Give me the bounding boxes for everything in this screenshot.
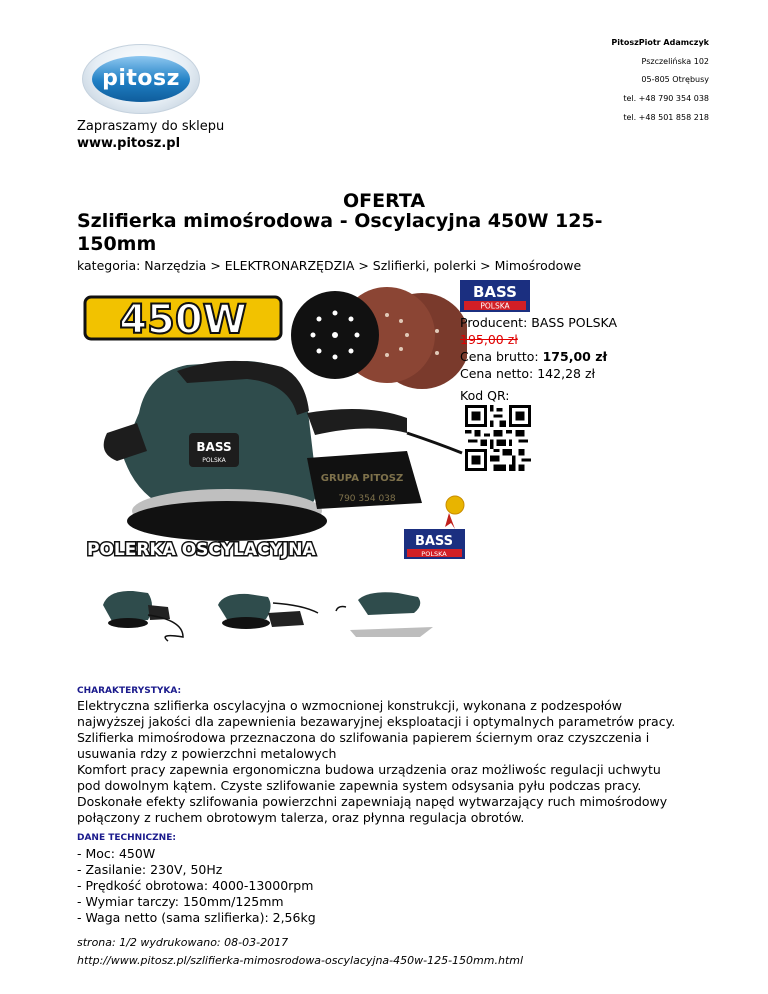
qr-code-icon <box>465 405 531 471</box>
qr-label: Kod QR: <box>460 388 510 403</box>
net-price-value: 142,28 zł <box>537 366 596 381</box>
thumbnail-3[interactable] <box>336 592 433 637</box>
gross-price-label: Cena brutto: <box>460 349 543 364</box>
net-price-line <box>460 365 617 382</box>
characteristics-text <box>77 698 717 826</box>
producer-label: Producent: <box>460 315 532 330</box>
producer-line <box>460 314 617 331</box>
characteristics-label: CHARAKTERYSTYKA: <box>77 686 182 696</box>
brand-logo-bottom: POLSKA <box>480 301 510 311</box>
watermark-name: GRUPA PITOSZ <box>320 473 404 484</box>
power-badge <box>85 297 281 343</box>
characteristics-line: połączony z ruchem obrotowym talerza, oraz płynna regulacja obrotów. <box>77 810 525 825</box>
tool-brand: BASS <box>196 440 232 454</box>
thumbnail-1[interactable] <box>103 591 183 641</box>
list-item: - Moc: 450W <box>77 846 156 861</box>
characteristics-line: Elektryczna szlifierka oscylacyjna o wzmocnionej konstrukcji, wykonana z podzespołów <box>77 698 623 713</box>
product-title: Szlifierka mimośrodowa - Oscylacyjna 450W 125-150mm <box>77 210 603 255</box>
page-footer <box>77 934 523 970</box>
characteristics-line: Doskonałe efekty szlifowania powierzchni zapewniają napęd wytwarzający ruch mimośrodowy <box>77 794 668 809</box>
thumbnail-2[interactable] <box>218 594 318 629</box>
list-item: - Wymiar tarczy: 150mm/125mm <box>77 894 284 909</box>
thumbnail-strip <box>88 575 443 645</box>
net-price-label: Cena netto: <box>460 366 538 381</box>
corner-brand-logo <box>404 529 465 559</box>
power-badge-text: 450W <box>119 297 247 343</box>
company-street: Pszczelińska 102 <box>641 56 709 66</box>
tool-brand-sub: POLSKA <box>202 457 226 464</box>
characteristics-line: najwyższej jakości dla zapewnienia bezawaryjnej eksploatacji i optymalnych parametrów pracy. <box>77 714 676 729</box>
corner-brand: BASS <box>414 534 454 549</box>
offer-heading: OFERTA <box>342 190 426 212</box>
company-city: 05-805 Otrębusy <box>641 75 709 85</box>
producer-value: BASS POLSKA <box>531 315 618 330</box>
welcome-text: Zapraszamy do sklepu <box>77 119 225 134</box>
technical-label: DANE TECHNICZNE: <box>77 833 176 843</box>
company-info <box>611 34 709 128</box>
watermark-phone: 790 354 038 <box>338 494 396 504</box>
company-phone-1: tel. +48 790 354 038 <box>623 94 709 104</box>
sanding-discs <box>291 287 467 389</box>
list-item: - Prędkość obrotowa: 4000-13000rpm <box>77 878 314 893</box>
company-name: PitoszPiotr Adamczyk <box>611 38 709 47</box>
pitosz-logo <box>82 44 200 114</box>
category-breadcrumb: kategoria: Narzędzia > ELEKTRONARZĘDZIA > Szlifierki, polerki > Mimośrodowe <box>77 258 582 273</box>
product-photo <box>77 283 467 563</box>
quality-medal-icon <box>445 496 464 529</box>
characteristics-line: pod dowolnym kątem. Czyste szlifowanie zapewnia system odsysania pyłu podczas pracy. <box>77 778 642 793</box>
technical-list <box>77 846 316 926</box>
sander-illustration <box>104 361 462 541</box>
page-url[interactable]: http://www.pitosz.pl/szlifierka-mimosrodowa-oscylacyjna-450w-125-150mm.html <box>77 954 524 967</box>
characteristics-line: Komfort pracy zapewnia ergonomiczna budowa urządzenia oraz możliwośc regulacji uchwytu <box>77 762 661 777</box>
corner-brand-sub: POLSKA <box>421 550 447 558</box>
company-phone-2: tel. +48 501 858 218 <box>623 112 709 122</box>
print-info: strona: 1/2 wydrukowano: 08-03-2017 <box>77 936 289 949</box>
shop-website: www.pitosz.pl <box>77 136 181 151</box>
gross-price-line <box>460 348 617 365</box>
brand-logo <box>460 280 530 312</box>
bottom-banner: POLERKA OSCYLACYJNA <box>87 540 316 560</box>
old-price: 195,00 zł <box>460 332 518 347</box>
welcome-block <box>77 118 224 152</box>
logo-text: pitosz <box>102 66 180 91</box>
characteristics-line: usuwania rdzy z powierzchni metalowych <box>77 746 337 761</box>
pricing-block <box>460 314 617 382</box>
brand-logo-top: BASS <box>473 283 517 301</box>
gross-price-value: 175,00 zł <box>542 349 608 364</box>
list-item: - Waga netto (sama szlifierka): 2,56kg <box>77 910 316 925</box>
characteristics-line: Szlifierka mimośrodowa przeznaczona do szlifowania papierem ściernym oraz czyszczenia i <box>77 730 650 745</box>
list-item: - Zasilanie: 230V, 50Hz <box>77 862 223 877</box>
